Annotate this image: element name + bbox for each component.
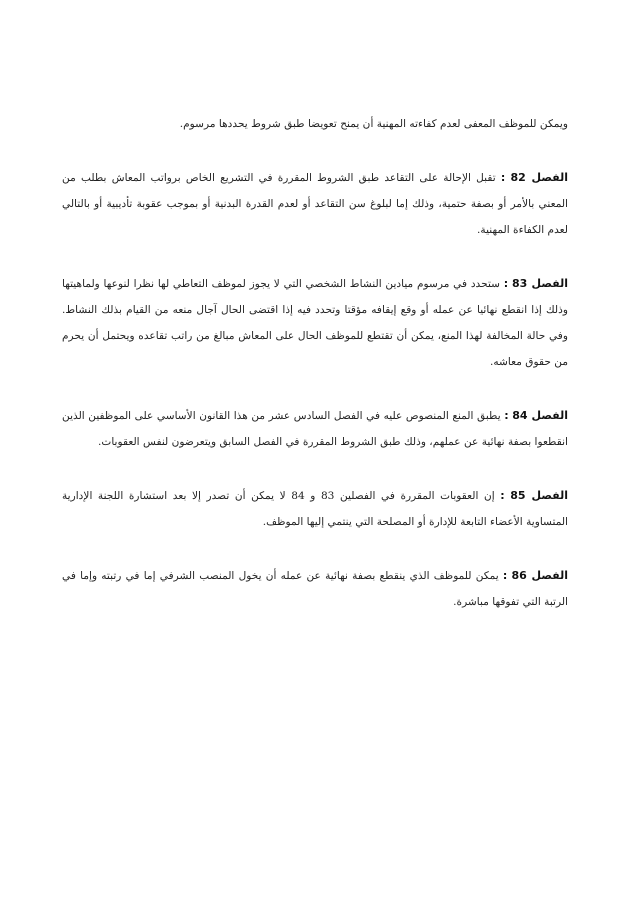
article-86 xyxy=(62,563,568,615)
article-text: تقبل الإحالة على التقاعد طبق الشروط المقررة في التشريع الخاص برواتب المعاش بطلب من المعني بالأمر أو بصفة حتمية، وذلك إما لبلوغ سن التقاعد أو لعدم القدرة البدنية أو بموجب عقوبة تأديبية أو بالتالي لعدم الكفاءة المهنية. xyxy=(62,172,568,236)
article-text: يطبق المنع المنصوص عليه في الفصل السادس عشر من هذا القانون الأساسي على الموظفين الذين انقطعوا بصفة نهائية عن عملهم، وذلك طبق الشروط المقررة في الفصل السابق ويتعرضون لنفس العقوبات. xyxy=(62,410,568,448)
article-label: الفصل 85 xyxy=(510,489,568,502)
article-label: الفصل 84 xyxy=(512,409,568,422)
article-82 xyxy=(62,165,568,243)
article-text: ستحدد في مرسوم ميادين النشاط الشخصي التي لا يجوز لموظف التعاطي لها نظرا لنوعها ولماهيتها وذلك إذا انقطع نهائيا عن عمله أو وقع إيقافه مؤقتا وتحدد فيه إذا اقتضى الحال آجال منعه من القيام بذلك النشاط. وفي حالة المخالفة لهذا المنع، يمكن أن تقتطع للموظف الحال على المعاش مبالغ من راتب تقاعده ويحتمل أن يحرم من حقوق معاشه. xyxy=(62,278,568,368)
article-separator: : xyxy=(500,171,506,184)
article-84 xyxy=(62,403,568,455)
article-label: الفصل 86 xyxy=(511,569,568,582)
article-label: الفصل 82 xyxy=(510,171,568,184)
article-text: إن العقوبات المقررة في الفصلين 83 و 84 لا يمكن أن تصدر إلا بعد استشارة اللجنة الإدارية المتساوية الأعضاء التابعة للإدارة أو المصلحة التي ينتمي إليها الموظف. xyxy=(62,490,568,528)
article-label: الفصل 83 xyxy=(511,277,568,290)
article-separator: : xyxy=(503,277,509,290)
article-separator: : xyxy=(502,569,508,582)
article-83 xyxy=(62,271,568,375)
document-body xyxy=(62,111,568,643)
intro-paragraph: ويمكن للموظف المعفى لعدم كفاءته المهنية أن يمنح تعويضا طبق شروط يحددها مرسوم. xyxy=(179,118,568,130)
article-separator: : xyxy=(500,489,505,502)
article-85 xyxy=(62,483,568,535)
article-separator: : xyxy=(504,409,509,422)
article-text: يمكن للموظف الذي ينقطع بصفة نهائية عن عمله أن يخول المنصب الشرفي إما في رتبته وإما في الرتبة التي تفوقها مباشرة. xyxy=(62,570,568,608)
